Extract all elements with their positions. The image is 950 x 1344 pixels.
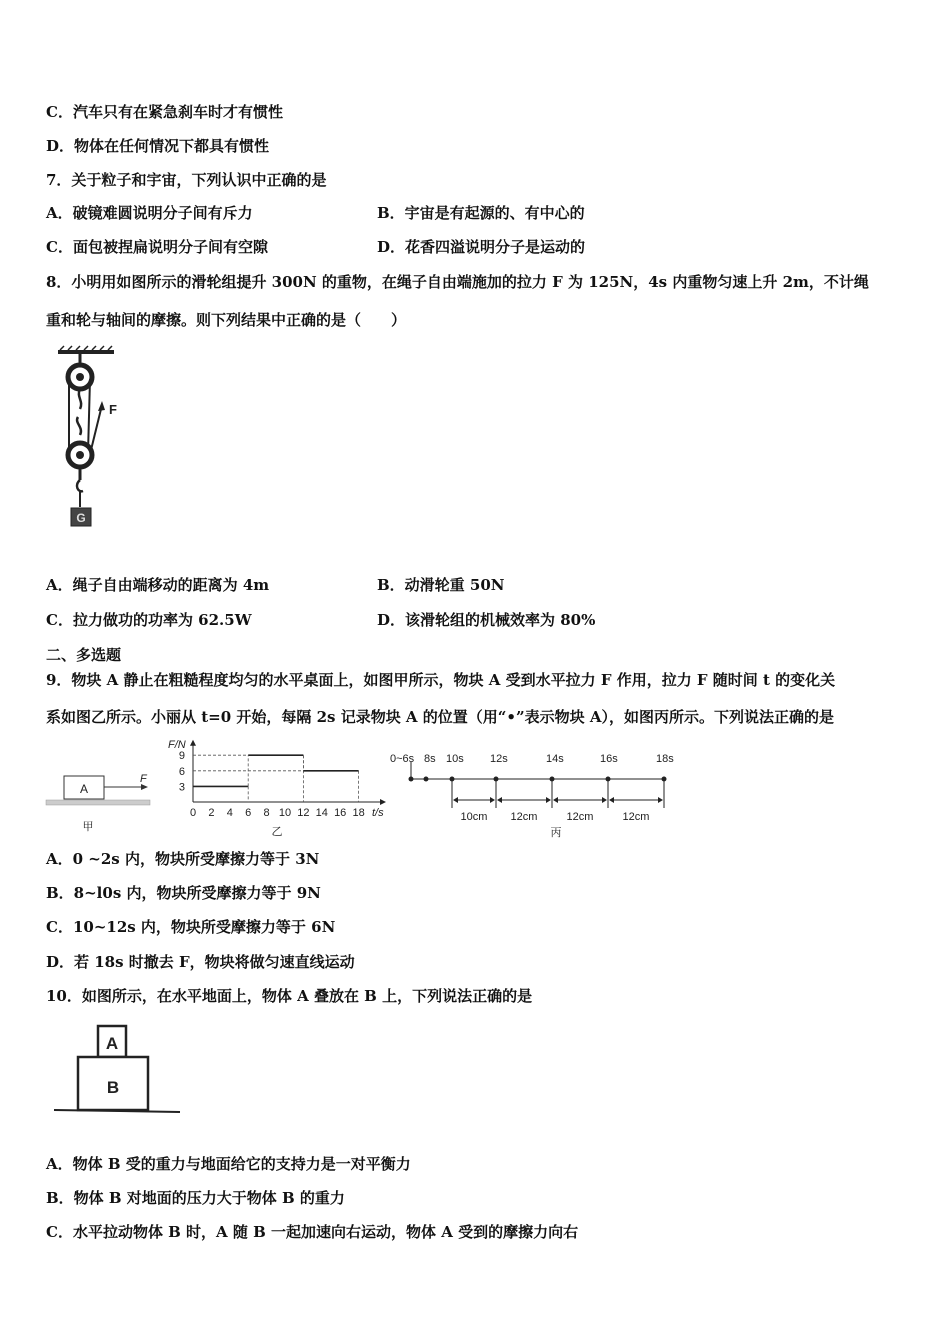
dimension-arrow bbox=[658, 797, 663, 803]
table-surface bbox=[46, 800, 150, 805]
fig-jia bbox=[44, 770, 156, 835]
dimension-arrow bbox=[497, 797, 502, 803]
x-tick-label: 6 bbox=[245, 807, 252, 819]
ceiling-hatch bbox=[60, 346, 112, 350]
fig-bing-caption: 丙 bbox=[550, 827, 562, 839]
q7-option-c: C．面包被捏扁说明分子间有空隙 bbox=[46, 238, 268, 256]
q10-option-c: C．水平拉动物体 B 时，A 随 B 一起加速向右运动，物体 A 受到的摩擦力向右 bbox=[46, 1223, 579, 1241]
dimension-arrow bbox=[553, 797, 558, 803]
y-tick-label: 3 bbox=[178, 781, 185, 794]
distance-label: 12cm bbox=[566, 811, 594, 823]
time-label: 10s bbox=[446, 753, 464, 765]
dimension-arrow bbox=[490, 797, 495, 803]
weight-hook bbox=[77, 480, 83, 491]
block-position-dot bbox=[424, 777, 429, 782]
block-b-label: B bbox=[106, 1078, 120, 1097]
x-tick-label: 4 bbox=[226, 807, 233, 819]
q7-option-d: D．花香四溢说明分子是运动的 bbox=[377, 238, 586, 256]
y-tick-label: 9 bbox=[178, 750, 185, 763]
x-tick-label: 8 bbox=[263, 807, 270, 819]
dimension-arrow bbox=[453, 797, 458, 803]
q10-stem: 10．如图所示，在水平地面上，物体 A 叠放在 B 上，下列说法正确的是 bbox=[46, 987, 533, 1005]
x-tick-label: 12 bbox=[297, 807, 310, 819]
x-tick-label: 14 bbox=[315, 807, 328, 819]
chart-title: 乙 bbox=[271, 826, 283, 838]
q7-option-b: B．宇宙是有起源的、有中心的 bbox=[377, 204, 585, 222]
q9-option-c: C．10~12s 内，物块所受摩擦力等于 6N bbox=[46, 918, 336, 936]
q9-option-d: D．若 18s 时撤去 F，物块将做匀速直线运动 bbox=[46, 953, 355, 971]
block-a-label: A bbox=[79, 782, 89, 796]
force-arrow-head bbox=[98, 401, 105, 411]
time-label: 0~6s bbox=[390, 753, 415, 765]
q8-stem-line1: 8．小明用如图所示的滑轮组提升 300N 的重物，在绳子自由端施加的拉力 F 为 125N，4s 内重物匀速上升 2m，不计绳 bbox=[46, 273, 869, 291]
x-tick-label: 16 bbox=[334, 807, 347, 819]
x-tick-label: 0 bbox=[189, 807, 197, 819]
fig-yi-chart bbox=[160, 734, 395, 840]
q8-option-c: C．拉力做功的功率为 62.5W bbox=[46, 611, 252, 629]
ceiling bbox=[58, 350, 114, 354]
q8-option-b: B．动滑轮重 50N bbox=[377, 576, 505, 594]
rope-middle bbox=[88, 379, 90, 453]
q10-option-b: B．物体 B 对地面的压力大于物体 B 的重力 bbox=[46, 1189, 345, 1207]
time-label: 14s bbox=[546, 753, 564, 765]
q6-option-d: D．物体在任何情况下都具有惯性 bbox=[46, 137, 270, 155]
q9-stem-line1: 9．物块 A 静止在粗糙程度均匀的水平桌面上，如图甲所示，物块 A 受到水平拉力 F 作用，拉力 F 随时间 t 的变化关 bbox=[46, 671, 836, 689]
section-heading: 二、多选题 bbox=[46, 646, 122, 664]
time-label: 16s bbox=[600, 753, 618, 765]
rope-free-end bbox=[91, 405, 102, 450]
pulley-figure bbox=[50, 345, 130, 535]
block-a-label: A bbox=[105, 1034, 119, 1053]
chart-xlabel: t/s bbox=[372, 807, 384, 819]
q9-stem-line2: 系如图乙所示。小丽从 t=0 开始，每隔 2s 记录物块 A 的位置（用“•”表示物块 A），如图丙所示。下列说法正确的是 bbox=[46, 708, 834, 726]
dimension-arrow bbox=[609, 797, 614, 803]
x-tick-label: 2 bbox=[208, 807, 215, 819]
q8-option-a: A．绳子自由端移动的距离为 4m bbox=[46, 576, 270, 594]
y-tick-label: 6 bbox=[178, 765, 185, 778]
x-tick-label: 18 bbox=[352, 807, 365, 819]
dimension-arrow bbox=[546, 797, 551, 803]
weight-label: G bbox=[76, 511, 86, 525]
q7-option-a: A．破镜难圆说明分子间有斥力 bbox=[46, 204, 253, 222]
distance-label: 12cm bbox=[510, 811, 538, 823]
stacked-blocks-figure bbox=[52, 1023, 184, 1118]
y-axis-arrow bbox=[190, 740, 196, 746]
time-label: 12s bbox=[490, 753, 508, 765]
x-tick-label: 10 bbox=[278, 807, 292, 819]
q8-stem-line2: 重和轮与轴间的摩擦。则下列结果中正确的是（ ） bbox=[46, 311, 407, 329]
dimension-arrow bbox=[602, 797, 607, 803]
q6-option-c: C．汽车只有在紧急刹车时才有惯性 bbox=[46, 103, 283, 121]
force-label: F bbox=[109, 402, 117, 417]
q8-option-d: D．该滑轮组的机械效率为 80% bbox=[377, 611, 596, 629]
fig-jia-caption: 甲 bbox=[82, 821, 94, 833]
chart-ylabel: F/N bbox=[168, 739, 186, 751]
force-f-label: F bbox=[140, 773, 147, 785]
q7-stem: 7．关于粒子和宇宙，下列认识中正确的是 bbox=[46, 171, 327, 189]
distance-label: 10cm bbox=[460, 811, 488, 823]
time-label: 18s bbox=[656, 753, 674, 765]
ground-line bbox=[54, 1110, 180, 1112]
fig-bing bbox=[384, 744, 684, 842]
q9-option-b: B．8~l0s 内，物块所受摩擦力等于 9N bbox=[46, 884, 321, 902]
time-label: 8s bbox=[424, 753, 436, 765]
q10-option-a: A．物体 B 受的重力与地面给它的支持力是一对平衡力 bbox=[46, 1155, 411, 1173]
distance-label: 12cm bbox=[622, 811, 650, 823]
q9-option-a: A．0 ~2s 内，物块所受摩擦力等于 3N bbox=[46, 850, 320, 868]
